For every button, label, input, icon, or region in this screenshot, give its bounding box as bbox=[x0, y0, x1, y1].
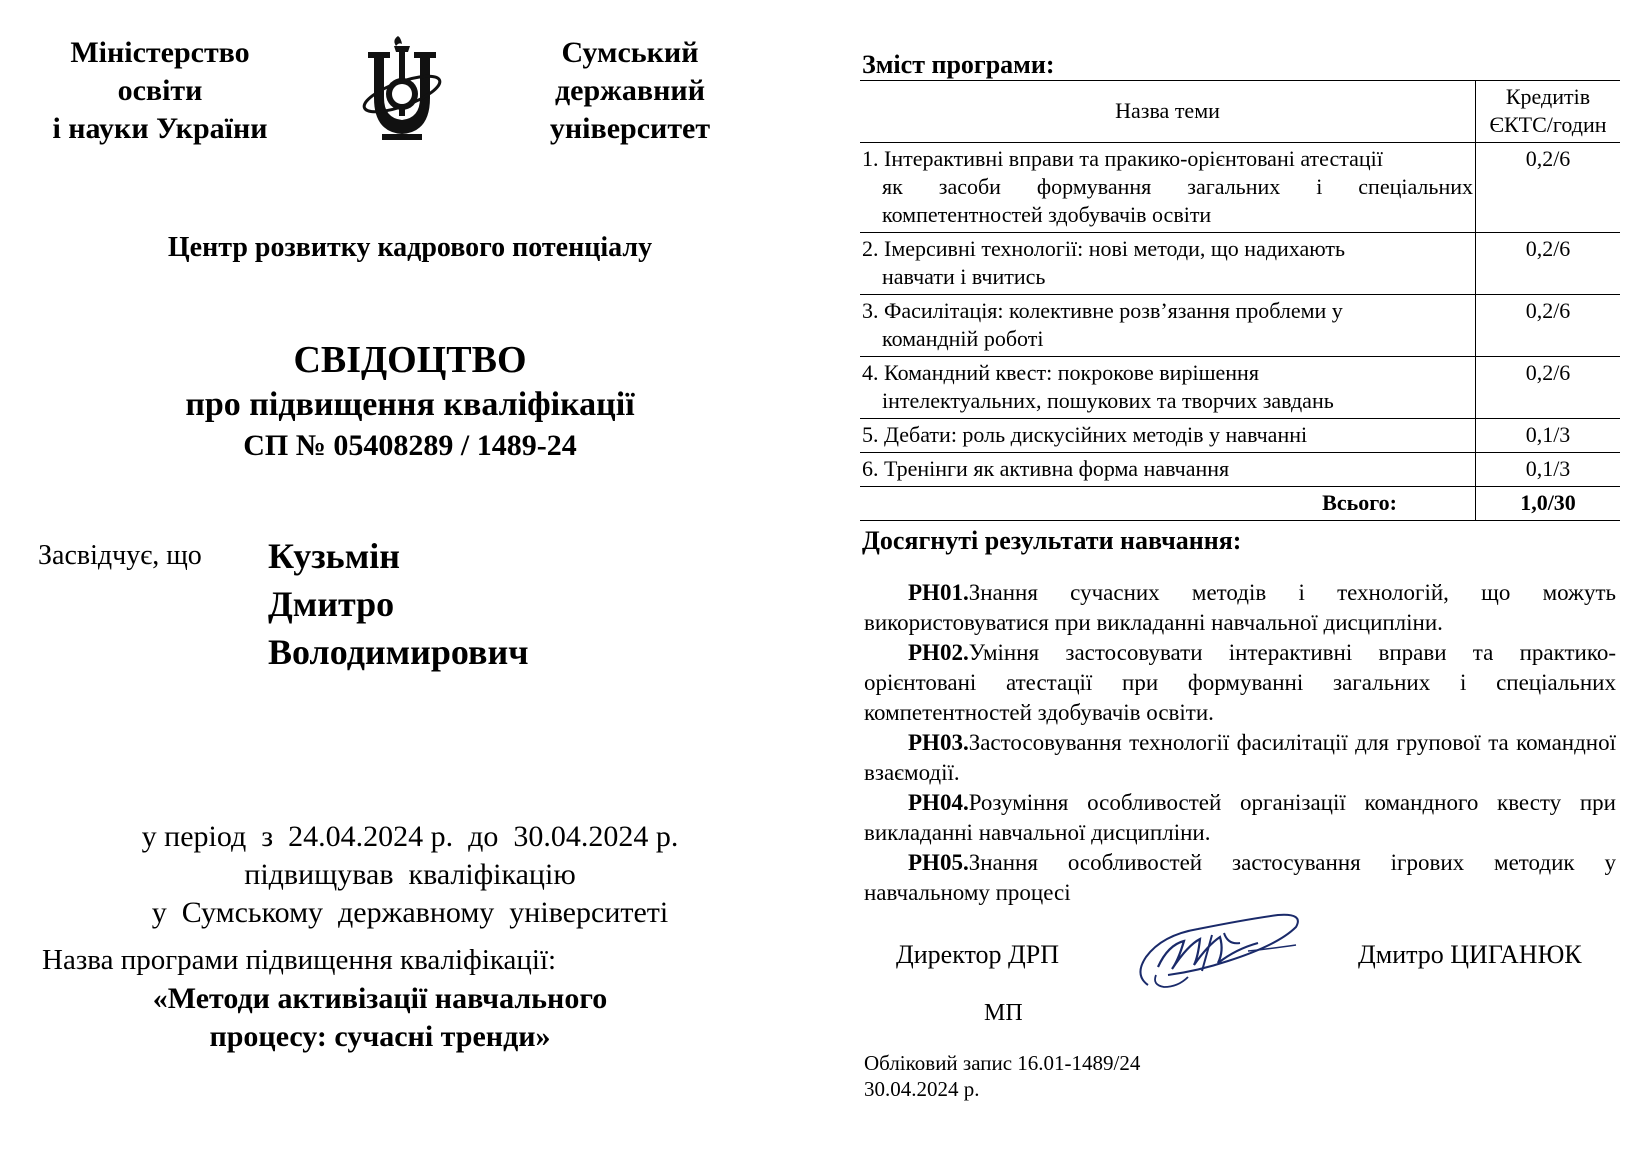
person-name bbox=[268, 532, 529, 676]
person-first-name: Дмитро bbox=[268, 584, 395, 624]
result-code: РН03. bbox=[908, 730, 969, 755]
topic-cell: 5. Дебати: роль дискусійних методів у навчанні bbox=[860, 419, 1476, 453]
table-row bbox=[860, 453, 1620, 487]
stamp-mark: МП bbox=[984, 1000, 1023, 1026]
record-entry bbox=[864, 1050, 1140, 1102]
certificate-title: СВІДОЦТВО bbox=[293, 339, 527, 381]
topic-text-cont: як засоби формування загальних і спеціальних компетентностей здобувачів освіти bbox=[882, 174, 1473, 227]
record-number: Обліковий запис 16.01-1489/24 bbox=[864, 1051, 1141, 1075]
program-name-line: процесу: сучасні тренди» bbox=[209, 1020, 551, 1053]
credits-cell: 0,2/6 bbox=[1476, 357, 1621, 419]
university-line: університет bbox=[549, 112, 711, 145]
col-credits-header-line: ЄКТС/годин bbox=[1489, 112, 1607, 137]
col-credits-header-line: Кредитів bbox=[1505, 84, 1591, 109]
left-page bbox=[0, 0, 800, 1160]
topic-cell bbox=[860, 233, 1476, 295]
certificate-subtitle: про підвищення кваліфікації bbox=[185, 386, 635, 423]
result-text: Уміння застосовувати інтерактивні вправи та практико-орієнтовані атестації при формуванні загальних і спеціальних компетентностей здобувачів освіти. bbox=[864, 640, 1616, 725]
topic-cell: 6. Тренінги як активна форма навчання bbox=[860, 453, 1476, 487]
program-content-table bbox=[860, 80, 1620, 521]
credits-cell: 0,2/6 bbox=[1476, 233, 1621, 295]
topic-text: 4. Командний квест: покрокове вирішення bbox=[862, 360, 1259, 385]
result-text: Знання особливостей застосування ігрових методик у навчальному процесі bbox=[864, 850, 1616, 905]
record-date: 30.04.2024 р. bbox=[864, 1077, 980, 1101]
credits-cell: 0,2/6 bbox=[1476, 295, 1621, 357]
university-logo-icon bbox=[352, 30, 452, 150]
table-header-row bbox=[860, 81, 1620, 143]
content-title: Зміст програми: bbox=[862, 50, 1055, 79]
university-name bbox=[510, 34, 750, 148]
university-line: державний bbox=[555, 74, 705, 107]
university-line: Сумський bbox=[561, 36, 699, 69]
credits-cell: 0,1/3 bbox=[1476, 419, 1621, 453]
topic-cell bbox=[860, 357, 1476, 419]
ministry-line: освіти bbox=[117, 74, 203, 107]
period-block bbox=[0, 818, 820, 932]
topic-text: 2. Імерсивні технології: нові методи, що надихають bbox=[862, 236, 1346, 261]
result-text: Застосовування технології фасилітації для групової та командної взаємодії. bbox=[864, 730, 1616, 785]
topic-cell bbox=[860, 295, 1476, 357]
topic-text-cont: командній роботі bbox=[882, 326, 1044, 351]
program-name-line: «Методи активізації навчального bbox=[152, 982, 608, 1015]
person-surname: Кузьмін bbox=[268, 536, 400, 576]
signer-name: Дмитро ЦИГАНЮК bbox=[1358, 940, 1582, 969]
table-row bbox=[860, 419, 1620, 453]
period-dates: у період з 24.04.2024 р. до 30.04.2024 р. bbox=[141, 820, 679, 853]
total-label: Всього: bbox=[860, 487, 1476, 521]
table-row bbox=[860, 143, 1620, 233]
total-value: 1,0/30 bbox=[1476, 487, 1621, 521]
credits-cell: 0,1/3 bbox=[1476, 453, 1621, 487]
signer-role: Директор ДРП bbox=[896, 940, 1059, 969]
topic-text: 3. Фасилітація: колективне розв’язання проблеми у bbox=[862, 298, 1343, 323]
result-text: Знання сучасних методів і технологій, що можуть використовуватися при викладанні навчальної дисципліни. bbox=[864, 580, 1616, 635]
table-row bbox=[860, 295, 1620, 357]
col-topic-header: Назва теми bbox=[860, 81, 1476, 143]
topic-text: 1. Інтерактивні вправи та пракико-орієнтовані атестації bbox=[862, 146, 1383, 171]
credits-cell: 0,2/6 bbox=[1476, 143, 1621, 233]
list-item bbox=[864, 728, 1616, 788]
list-item bbox=[864, 848, 1616, 908]
program-name bbox=[100, 980, 660, 1056]
topic-cell bbox=[860, 143, 1476, 233]
results-title: Досягнуті результати навчання: bbox=[862, 526, 1242, 555]
right-page bbox=[860, 0, 1620, 1160]
ministry-name bbox=[30, 34, 290, 148]
col-credits-header bbox=[1476, 81, 1621, 143]
topic-text-cont: навчати і вчитись bbox=[882, 264, 1046, 289]
result-code: РН02. bbox=[908, 640, 969, 665]
results-list bbox=[864, 578, 1616, 908]
program-label: Назва програми підвищення кваліфікації: bbox=[42, 944, 557, 976]
certifies-label: Засвідчує, що bbox=[38, 540, 202, 571]
center-name: Центр розвитку кадрового потенціалу bbox=[167, 232, 653, 263]
certificate-number: СП № 05408289 / 1489-24 bbox=[243, 429, 577, 462]
result-code: РН05. bbox=[908, 850, 969, 875]
list-item bbox=[864, 638, 1616, 728]
result-text: Розуміння особливостей організації командного квесту при викладанні навчальної дисципліни. bbox=[864, 790, 1616, 845]
topic-text-cont: інтелектуальних, пошукових та творчих завдань bbox=[882, 388, 1334, 413]
result-code: РН04. bbox=[908, 790, 969, 815]
table-row bbox=[860, 233, 1620, 295]
period-action: підвищував кваліфікацію bbox=[244, 858, 576, 891]
person-patronymic: Володимирович bbox=[268, 632, 529, 672]
ministry-line: і науки України bbox=[52, 112, 268, 145]
period-place: у Сумському державному університеті bbox=[151, 896, 669, 929]
ministry-line: Міністерство bbox=[70, 36, 250, 69]
result-code: РН01. bbox=[908, 580, 969, 605]
list-item bbox=[864, 788, 1616, 848]
table-row bbox=[860, 357, 1620, 419]
signature-icon bbox=[1128, 905, 1314, 1005]
list-item bbox=[864, 578, 1616, 638]
table-total-row bbox=[860, 487, 1620, 521]
